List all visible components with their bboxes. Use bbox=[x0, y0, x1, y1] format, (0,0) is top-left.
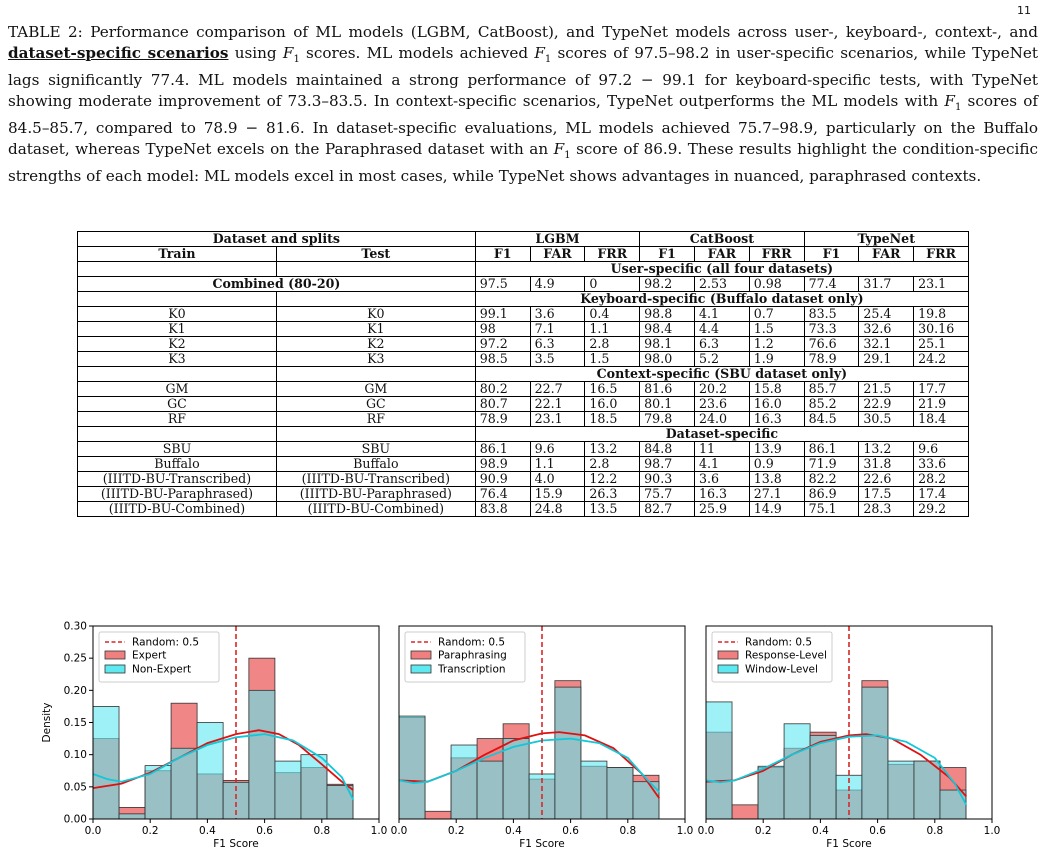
metric-value: 13.9 bbox=[749, 442, 804, 457]
metric-value: 98.8 bbox=[640, 307, 695, 322]
metric-value: 98.0 bbox=[640, 352, 695, 367]
metric-value: 0.9 bbox=[749, 457, 804, 472]
histogram-bar bbox=[732, 805, 758, 819]
empty-cell bbox=[78, 367, 277, 382]
header-metric: FAR bbox=[694, 247, 749, 262]
results-table bbox=[77, 231, 969, 517]
caption-text: 1 bbox=[954, 101, 962, 113]
metric-value: 21.9 bbox=[914, 397, 969, 412]
empty-cell bbox=[78, 262, 277, 277]
metric-value: 90.3 bbox=[640, 472, 695, 487]
metric-value: 24.2 bbox=[914, 352, 969, 367]
histogram-bar bbox=[810, 735, 836, 819]
metric-value: 18.4 bbox=[914, 412, 969, 427]
row-train: K0 bbox=[78, 307, 277, 322]
histogram-panel bbox=[41, 621, 387, 851]
metric-value: 6.3 bbox=[530, 337, 585, 352]
histogram-bar bbox=[451, 745, 477, 819]
row-train: GC bbox=[78, 397, 277, 412]
metric-value: 84.5 bbox=[804, 412, 859, 427]
header-catboost: CatBoost bbox=[640, 232, 804, 247]
table-row bbox=[78, 397, 969, 412]
row-test: K0 bbox=[276, 307, 475, 322]
metric-value: 98 bbox=[475, 322, 530, 337]
page-number: 11 bbox=[1017, 4, 1031, 17]
metric-value: 1.5 bbox=[749, 322, 804, 337]
metric-value: 25.1 bbox=[914, 337, 969, 352]
row-train: (IIITD-BU-Transcribed) bbox=[78, 472, 277, 487]
legend-label: Transcription bbox=[438, 663, 506, 676]
metric-value: 76.6 bbox=[804, 337, 859, 352]
metric-value: 84.8 bbox=[640, 442, 695, 457]
metric-value: 15.8 bbox=[749, 382, 804, 397]
metric-value: 86.9 bbox=[804, 487, 859, 502]
metric-value: 98.7 bbox=[640, 457, 695, 472]
metric-value: 16.3 bbox=[749, 412, 804, 427]
metric-value: 3.6 bbox=[694, 472, 749, 487]
y-tick-label: 0.25 bbox=[63, 652, 87, 665]
metric-value: 18.5 bbox=[585, 412, 640, 427]
table-group-header bbox=[78, 232, 969, 247]
row-train: RF bbox=[78, 412, 277, 427]
table-sub-header bbox=[78, 247, 969, 262]
metric-value: 16.3 bbox=[694, 487, 749, 502]
legend-label: Response-Level bbox=[745, 649, 827, 662]
caption-text: scores. ML models achieved bbox=[299, 43, 535, 62]
metric-value: 33.6 bbox=[914, 457, 969, 472]
table-row bbox=[78, 277, 969, 292]
metric-value: 17.4 bbox=[914, 487, 969, 502]
metric-value: 12.2 bbox=[585, 472, 640, 487]
x-axis-label: F1 Score bbox=[826, 838, 872, 850]
legend-swatch bbox=[718, 651, 738, 659]
section-title: Dataset-specific bbox=[475, 427, 968, 442]
header-metric: F1 bbox=[640, 247, 695, 262]
histogram-panel bbox=[391, 626, 694, 850]
x-tick-label: 1.0 bbox=[370, 825, 388, 837]
metric-value: 17.7 bbox=[914, 382, 969, 397]
row-train: (IIITD-BU-Paraphrased) bbox=[78, 487, 277, 502]
y-tick-label: 0.15 bbox=[63, 717, 87, 729]
histogram-bar bbox=[171, 748, 197, 819]
metric-value: 82.7 bbox=[640, 502, 695, 517]
metric-value: 13.8 bbox=[749, 472, 804, 487]
metric-value: 0.4 bbox=[585, 307, 640, 322]
metric-value: 13.2 bbox=[585, 442, 640, 457]
metric-value: 0.98 bbox=[749, 277, 804, 292]
row-test: RF bbox=[276, 412, 475, 427]
metric-value: 15.9 bbox=[530, 487, 585, 502]
x-axis-label: F1 Score bbox=[519, 838, 565, 850]
caption-text: F bbox=[534, 43, 545, 62]
x-axis-label: F1 Score bbox=[213, 838, 259, 850]
y-tick-label: 0.00 bbox=[63, 813, 87, 826]
metric-value: 3.5 bbox=[530, 352, 585, 367]
table-row bbox=[78, 352, 969, 367]
header-metric: FAR bbox=[859, 247, 914, 262]
metric-value: 20.2 bbox=[694, 382, 749, 397]
histogram-bar bbox=[784, 724, 810, 819]
histogram-bar bbox=[477, 761, 503, 819]
table-row bbox=[78, 472, 969, 487]
row-label-combined: Combined (80-20) bbox=[78, 277, 476, 292]
caption-text: F bbox=[282, 43, 294, 62]
metric-value: 21.5 bbox=[859, 382, 914, 397]
table-row bbox=[78, 442, 969, 457]
metric-value: 86.1 bbox=[804, 442, 859, 457]
row-test: GM bbox=[276, 382, 475, 397]
metric-value: 1.9 bbox=[749, 352, 804, 367]
metric-value: 90.9 bbox=[475, 472, 530, 487]
metric-value: 16.0 bbox=[585, 397, 640, 412]
table-row bbox=[78, 457, 969, 472]
metric-value: 30.16 bbox=[914, 322, 969, 337]
table-caption bbox=[8, 22, 1038, 187]
x-tick-label: 0.8 bbox=[313, 825, 331, 837]
histogram-figure bbox=[0, 612, 1045, 855]
metric-value: 1.5 bbox=[585, 352, 640, 367]
histogram-bar bbox=[888, 761, 914, 819]
metric-value: 97.2 bbox=[475, 337, 530, 352]
x-tick-label: 0.0 bbox=[697, 825, 715, 837]
metric-value: 23.6 bbox=[694, 397, 749, 412]
caption-body bbox=[8, 23, 1038, 185]
empty-cell bbox=[276, 262, 475, 277]
legend-label: Paraphrasing bbox=[438, 649, 507, 662]
metric-value: 11 bbox=[694, 442, 749, 457]
section-title: User-specific (all four datasets) bbox=[475, 262, 968, 277]
row-test: SBU bbox=[276, 442, 475, 457]
histogram-bar bbox=[275, 761, 301, 819]
metric-value: 28.3 bbox=[859, 502, 914, 517]
header-test: Test bbox=[276, 247, 475, 262]
legend-swatch bbox=[411, 651, 431, 659]
y-tick-label: 0.10 bbox=[63, 749, 87, 762]
table-row bbox=[78, 337, 969, 352]
section-title: Keyboard-specific (Buffalo dataset only) bbox=[475, 292, 968, 307]
metric-value: 1.2 bbox=[749, 337, 804, 352]
metric-value: 22.6 bbox=[859, 472, 914, 487]
x-tick-label: 1.0 bbox=[676, 825, 694, 837]
histogram-bar bbox=[249, 690, 275, 819]
metric-value: 32.6 bbox=[859, 322, 914, 337]
histogram-bar bbox=[119, 814, 145, 819]
metric-value: 2.8 bbox=[585, 457, 640, 472]
metric-value: 23.1 bbox=[914, 277, 969, 292]
row-train: (IIITD-BU-Combined) bbox=[78, 502, 277, 517]
histogram-bar bbox=[197, 723, 223, 820]
histogram-bar bbox=[706, 702, 732, 819]
metric-value: 85.2 bbox=[804, 397, 859, 412]
section-header-row bbox=[78, 427, 969, 442]
metric-value: 13.5 bbox=[585, 502, 640, 517]
header-metric: F1 bbox=[804, 247, 859, 262]
section-header-row bbox=[78, 292, 969, 307]
legend-swatch bbox=[105, 665, 125, 673]
metric-value: 24.8 bbox=[530, 502, 585, 517]
x-tick-label: 0.4 bbox=[199, 825, 216, 837]
metric-value: 99.1 bbox=[475, 307, 530, 322]
metric-value: 19.8 bbox=[914, 307, 969, 322]
metric-value: 83.5 bbox=[804, 307, 859, 322]
empty-cell bbox=[276, 292, 475, 307]
caption-text: scores of 84.5–85.7, compared to 78.9 − 81.6. In dataset-specific evaluations, ML models achieved 75.7–98.9, particularly on the Buffalo dataset, whereas TypeNet excels on the Paraphrased dataset with an bbox=[8, 91, 1038, 158]
row-train: K1 bbox=[78, 322, 277, 337]
metric-value: 5.2 bbox=[694, 352, 749, 367]
metric-value: 2.53 bbox=[694, 277, 749, 292]
x-tick-label: 0.0 bbox=[390, 825, 408, 837]
histogram-bar bbox=[914, 761, 940, 819]
metric-value: 75.1 bbox=[804, 502, 859, 517]
header-metric: FRR bbox=[585, 247, 640, 262]
legend-swatch bbox=[105, 651, 125, 659]
row-test: Buffalo bbox=[276, 457, 475, 472]
caption-text: F bbox=[553, 139, 565, 158]
metric-value: 2.8 bbox=[585, 337, 640, 352]
table-row bbox=[78, 307, 969, 322]
histogram-bar bbox=[607, 768, 633, 819]
header-train: Train bbox=[78, 247, 277, 262]
metric-value: 80.7 bbox=[475, 397, 530, 412]
histogram-bar bbox=[555, 687, 581, 819]
y-axis-label: Density bbox=[41, 702, 53, 743]
row-test: GC bbox=[276, 397, 475, 412]
metric-value: 4.0 bbox=[530, 472, 585, 487]
row-train: K2 bbox=[78, 337, 277, 352]
metric-value: 81.6 bbox=[640, 382, 695, 397]
row-test: (IIITD-BU-Paraphrased) bbox=[276, 487, 475, 502]
histogram-bar bbox=[399, 716, 425, 819]
empty-cell bbox=[78, 292, 277, 307]
histogram-panel bbox=[698, 626, 1001, 850]
legend-label: Window-Level bbox=[745, 663, 818, 676]
row-test: K2 bbox=[276, 337, 475, 352]
x-tick-label: 0.4 bbox=[505, 825, 522, 837]
metric-value: 98.1 bbox=[640, 337, 695, 352]
caption-text: scores of 97.5–98.2 in user-specific scenarios, while TypeNet lags significantly 77.4. ML models maintained a strong performance of 97.2 − 99.1 for keyboard-specific tests, with TypeNet showing moderate improvement of 73.3–83.5. In context-specific scenarios, TypeNet outperforms the ML models with bbox=[8, 43, 1038, 110]
caption-text: using bbox=[228, 43, 283, 62]
y-tick-label: 0.20 bbox=[63, 684, 87, 697]
metric-value: 4.1 bbox=[694, 457, 749, 472]
metric-value: 6.3 bbox=[694, 337, 749, 352]
metric-value: 71.9 bbox=[804, 457, 859, 472]
header-metric: F1 bbox=[475, 247, 530, 262]
metric-value: 97.5 bbox=[475, 277, 530, 292]
metric-value: 23.1 bbox=[530, 412, 585, 427]
legend-label: Expert bbox=[132, 649, 167, 662]
metric-value: 1.1 bbox=[530, 457, 585, 472]
section-title: Context-specific (SBU dataset only) bbox=[475, 367, 968, 382]
metric-value: 25.4 bbox=[859, 307, 914, 322]
metric-value: 30.5 bbox=[859, 412, 914, 427]
metric-value: 4.9 bbox=[530, 277, 585, 292]
metric-value: 73.3 bbox=[804, 322, 859, 337]
x-tick-label: 0.6 bbox=[562, 825, 579, 837]
x-tick-label: 0.6 bbox=[256, 825, 273, 837]
y-tick-label: 0.05 bbox=[63, 781, 87, 794]
metric-value: 9.6 bbox=[530, 442, 585, 457]
metric-value: 86.1 bbox=[475, 442, 530, 457]
metric-value: 9.6 bbox=[914, 442, 969, 457]
row-test: K3 bbox=[276, 352, 475, 367]
row-train: GM bbox=[78, 382, 277, 397]
table-row bbox=[78, 382, 969, 397]
metric-value: 22.7 bbox=[530, 382, 585, 397]
header-metric: FRR bbox=[914, 247, 969, 262]
caption-label: TABLE 2: bbox=[8, 23, 83, 41]
metric-value: 76.4 bbox=[475, 487, 530, 502]
metric-value: 78.9 bbox=[475, 412, 530, 427]
row-test: K1 bbox=[276, 322, 475, 337]
x-tick-label: 0.8 bbox=[619, 825, 637, 837]
metric-value: 85.7 bbox=[804, 382, 859, 397]
empty-cell bbox=[276, 367, 475, 382]
metric-value: 28.2 bbox=[914, 472, 969, 487]
legend-label: Random: 0.5 bbox=[438, 636, 506, 649]
header-metric: FRR bbox=[749, 247, 804, 262]
metric-value: 22.1 bbox=[530, 397, 585, 412]
y-tick-label: 0.30 bbox=[63, 620, 87, 633]
metric-value: 98.4 bbox=[640, 322, 695, 337]
metric-value: 14.9 bbox=[749, 502, 804, 517]
metric-value: 80.2 bbox=[475, 382, 530, 397]
caption-text: 1 bbox=[544, 53, 552, 65]
histogram-bar bbox=[503, 739, 529, 819]
metric-value: 75.7 bbox=[640, 487, 695, 502]
table-row bbox=[78, 322, 969, 337]
x-tick-label: 0.6 bbox=[869, 825, 886, 837]
metric-value: 3.6 bbox=[530, 307, 585, 322]
metric-value: 83.8 bbox=[475, 502, 530, 517]
metric-value: 22.9 bbox=[859, 397, 914, 412]
metric-value: 13.2 bbox=[859, 442, 914, 457]
histogram-bar bbox=[862, 687, 888, 819]
metric-value: 26.3 bbox=[585, 487, 640, 502]
header-lgbm: LGBM bbox=[475, 232, 639, 247]
section-header-row bbox=[78, 367, 969, 382]
x-tick-label: 0.2 bbox=[754, 825, 772, 837]
row-train: SBU bbox=[78, 442, 277, 457]
metric-value: 29.2 bbox=[914, 502, 969, 517]
table-row bbox=[78, 412, 969, 427]
metric-value: 27.1 bbox=[749, 487, 804, 502]
metric-value: 1.1 bbox=[585, 322, 640, 337]
caption-text: dataset-specific scenarios bbox=[8, 43, 229, 62]
metric-value: 98.2 bbox=[640, 277, 695, 292]
header-dataset: Dataset and splits bbox=[78, 232, 476, 247]
row-train: Buffalo bbox=[78, 457, 277, 472]
metric-value: 79.8 bbox=[640, 412, 695, 427]
legend-swatch bbox=[411, 665, 431, 673]
header-metric: FAR bbox=[530, 247, 585, 262]
row-test: (IIITD-BU-Combined) bbox=[276, 502, 475, 517]
caption-text: Performance comparison of ML models (LGBM, CatBoost), and TypeNet models across user-, keyboard-, context-, and bbox=[82, 23, 1038, 41]
metric-value: 29.1 bbox=[859, 352, 914, 367]
histogram-bar bbox=[425, 811, 451, 819]
metric-value: 0 bbox=[585, 277, 640, 292]
metric-value: 24.0 bbox=[694, 412, 749, 427]
metric-value: 4.4 bbox=[694, 322, 749, 337]
table-row bbox=[78, 487, 969, 502]
histogram-bar bbox=[93, 706, 119, 819]
metric-value: 0.7 bbox=[749, 307, 804, 322]
legend-label: Non-Expert bbox=[132, 663, 192, 676]
legend-swatch bbox=[718, 665, 738, 673]
metric-value: 4.1 bbox=[694, 307, 749, 322]
row-test: (IIITD-BU-Transcribed) bbox=[276, 472, 475, 487]
caption-text: 1 bbox=[564, 149, 571, 161]
metric-value: 25.9 bbox=[694, 502, 749, 517]
metric-value: 77.4 bbox=[804, 277, 859, 292]
metric-value: 98.9 bbox=[475, 457, 530, 472]
histogram-panels bbox=[0, 612, 1045, 855]
metric-value: 31.7 bbox=[859, 277, 914, 292]
metric-value: 82.2 bbox=[804, 472, 859, 487]
metric-value: 16.0 bbox=[749, 397, 804, 412]
histogram-bar bbox=[758, 766, 784, 819]
x-tick-label: 1.0 bbox=[983, 825, 1001, 837]
results-body bbox=[78, 262, 969, 517]
metric-value: 16.5 bbox=[585, 382, 640, 397]
histogram-bar bbox=[940, 790, 966, 819]
metric-value: 31.8 bbox=[859, 457, 914, 472]
metric-value: 78.9 bbox=[804, 352, 859, 367]
empty-cell bbox=[78, 427, 277, 442]
metric-value: 7.1 bbox=[530, 322, 585, 337]
legend-label: Random: 0.5 bbox=[132, 636, 200, 649]
metric-value: 98.5 bbox=[475, 352, 530, 367]
header-typenet: TypeNet bbox=[804, 232, 968, 247]
metric-value: 17.5 bbox=[859, 487, 914, 502]
x-tick-label: 0.8 bbox=[926, 825, 944, 837]
metric-value: 80.1 bbox=[640, 397, 695, 412]
x-tick-label: 0.0 bbox=[84, 825, 102, 837]
metric-value: 32.1 bbox=[859, 337, 914, 352]
empty-cell bbox=[276, 427, 475, 442]
x-tick-label: 0.2 bbox=[447, 825, 465, 837]
legend-label: Random: 0.5 bbox=[745, 636, 813, 649]
caption-text: F bbox=[944, 91, 955, 110]
section-header-row bbox=[78, 262, 969, 277]
x-tick-label: 0.4 bbox=[812, 825, 829, 837]
caption-text: 1 bbox=[293, 53, 300, 65]
row-train: K3 bbox=[78, 352, 277, 367]
x-tick-label: 0.2 bbox=[141, 825, 159, 837]
caption-text: score of 86.9. These results highlight the condition-specific strengths of each model: ML models excel in most cases, while TypeNet shows advantages in nuanced, paraphrased contexts. bbox=[8, 139, 1038, 186]
histogram-bar bbox=[581, 761, 607, 819]
table-row bbox=[78, 502, 969, 517]
